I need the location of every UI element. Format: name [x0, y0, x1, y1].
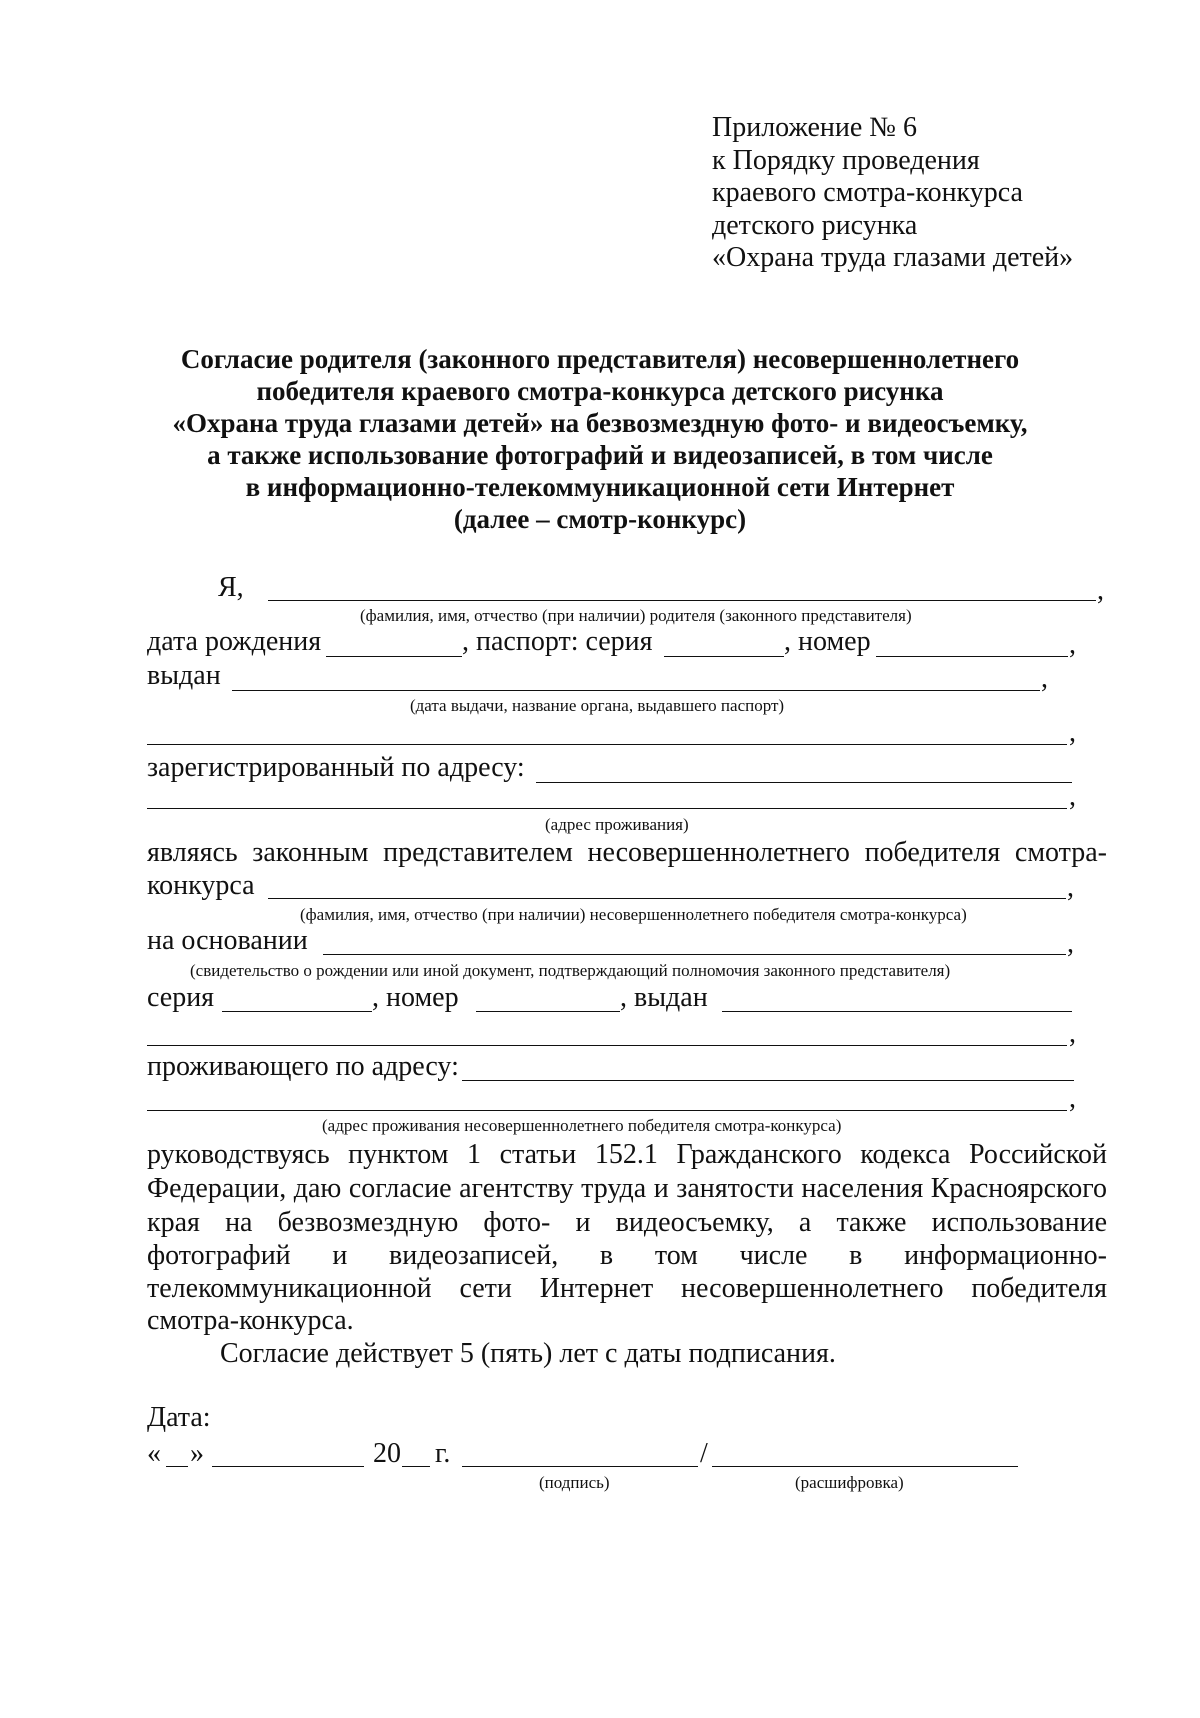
document-issued-label: , выдан [620, 982, 708, 1013]
representative-line: являясь законным представителем несовершеннолетнего победителя смотра- [147, 837, 1107, 868]
comma: , [1067, 872, 1074, 903]
parent-name-caption: (фамилия, имя, отчество (при наличии) родителя (законного представителя) [360, 606, 912, 625]
appendix-line: «Охрана труда глазами детей» [712, 242, 1074, 273]
body-line: руководствуясь пунктом 1 статьи 152.1 Гражданского кодекса Российской [147, 1139, 1107, 1170]
birthdate-label: дата рождения [147, 626, 322, 657]
contest-label: конкурса [147, 870, 255, 901]
slash: / [700, 1438, 708, 1469]
title-line: «Охрана труда глазами детей» на безвозмездную фото- и видеосъемку, [172, 408, 1028, 438]
year-prefix: 20 [373, 1438, 401, 1469]
comma: , [1069, 781, 1076, 812]
residence-caption: (адрес проживания) [545, 815, 689, 834]
body-line: телекоммуникационной сети Интернет несовершеннолетнего победителя [147, 1273, 1107, 1304]
comma: , [1069, 629, 1076, 660]
birthdate-field[interactable] [326, 656, 462, 657]
quote-open: « [147, 1438, 161, 1469]
comma: , [1069, 717, 1076, 748]
validity-text: Согласие действует 5 (пять) лет с даты подписания. [220, 1338, 836, 1369]
title-line: Согласие родителя (законного представителя) несовершеннолетнего [180, 344, 1020, 374]
passport-number-field[interactable] [876, 656, 1068, 657]
title-line: в информационно-телекоммуникационной сети Интернет [245, 472, 955, 502]
body-line: края на безвозмездную фото- и видеосъемку, а также использование [147, 1207, 1107, 1238]
title-line: победителя краевого смотра-конкурса детского рисунка [256, 376, 944, 406]
title-line: а также использование фотографий и видеозаписей, в том числе [207, 440, 993, 470]
signature-transcript-field[interactable] [712, 1466, 1018, 1467]
appendix-line: детского рисунка [712, 209, 918, 241]
document-issued-field[interactable] [722, 1011, 1072, 1012]
comma: , [1069, 1018, 1076, 1049]
year-field[interactable] [402, 1466, 430, 1467]
quote-close: » [190, 1438, 204, 1469]
document-series-field[interactable] [222, 1011, 372, 1012]
document-number-field[interactable] [476, 1011, 620, 1012]
issued-label: выдан [147, 660, 221, 691]
basis-document-field[interactable] [323, 954, 1066, 955]
living-caption: (адрес проживания несовершеннолетнего победителя смотра-конкурса) [322, 1116, 842, 1135]
basis-caption: (свидетельство о рождении или иной документ, подтверждающий полномочия законного представителя) [190, 961, 951, 980]
date-label: Дата: [147, 1402, 211, 1433]
appendix-line: краевого смотра-конкурса [712, 177, 1023, 208]
appendix-line: к Порядку проведения [712, 144, 980, 176]
month-field[interactable] [212, 1466, 364, 1467]
parent-name-field[interactable] [268, 600, 1096, 601]
comma: , [1097, 575, 1104, 606]
appendix-line: Приложение № 6 [712, 112, 917, 143]
comma: , [1069, 1083, 1076, 1114]
body-last-line: смотра-конкурса. [147, 1305, 354, 1336]
winner-caption: (фамилия, имя, отчество (при наличии) несовершеннолетнего победителя смотра-конкурса) [300, 905, 967, 924]
day-field[interactable] [166, 1466, 188, 1467]
series-label: серия [147, 982, 215, 1013]
passport-series-field[interactable] [664, 656, 784, 657]
i-label: Я, [218, 572, 244, 603]
document-number-label: , номер [372, 982, 459, 1013]
registered-address-continuation-field[interactable] [147, 808, 1067, 809]
winner-name-field[interactable] [268, 898, 1066, 899]
transcript-caption: (расшифровка) [795, 1473, 904, 1492]
comma: , [1067, 928, 1074, 959]
appendix-header [712, 112, 1073, 275]
living-address-continuation-field[interactable] [147, 1110, 1067, 1111]
passport-number-label: , номер [784, 626, 871, 657]
living-address-field[interactable] [462, 1080, 1074, 1081]
comma: , [1041, 663, 1048, 694]
passport-issued-field[interactable] [232, 690, 1040, 691]
issued-continuation-field[interactable] [147, 744, 1067, 745]
year-suffix: г. [435, 1438, 451, 1469]
signature-caption: (подпись) [539, 1473, 610, 1492]
document-issued-continuation-field[interactable] [147, 1045, 1067, 1046]
body-line: фотографий и видеозаписей, в том числе в информационно- [147, 1240, 1107, 1271]
signature-field[interactable] [462, 1466, 698, 1467]
passport-series-label: , паспорт: серия [462, 626, 653, 657]
body-line: Федерации, даю согласие агентству труда и занятости населения Красноярского [147, 1173, 1107, 1204]
title-line: (далее – смотр-конкурс) [453, 504, 747, 534]
registered-label: зарегистрированный по адресу: [147, 752, 525, 783]
registered-address-field[interactable] [536, 782, 1072, 783]
basis-label: на основании [147, 925, 308, 956]
document-title [150, 343, 1050, 535]
living-address-label: проживающего по адресу: [147, 1051, 459, 1082]
issued-caption: (дата выдачи, название органа, выдавшего паспорт) [410, 696, 785, 715]
